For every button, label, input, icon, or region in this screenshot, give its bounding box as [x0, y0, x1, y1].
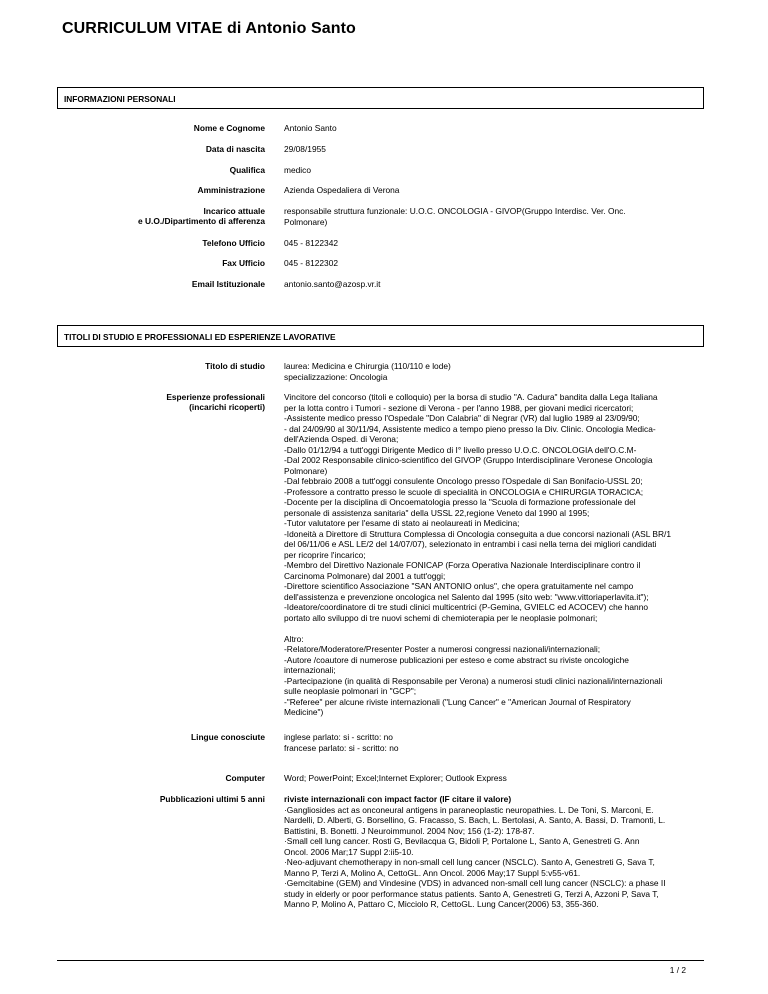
text-line: per ricoprire l'incarico;: [284, 549, 366, 560]
field-label: Computer: [225, 773, 265, 783]
text-line: -Dal febbraio 2008 a tutt'oggi consulente Oncologo presso l'Ospedale di San Bonifacio-USSL 20;: [284, 476, 643, 486]
text-line: ·Gangliosides act as onconeural antigens in paraneoplastic neuropathies. L. De Toni, S. Marconi, E.: [284, 804, 654, 815]
field-label: Nome e Cognome: [193, 123, 265, 133]
text-line: del 06/11/06 e ASL LE/2 del 14/07/07), selezionato in entrambi i casi nella terna dei migliori candidati: [284, 539, 657, 549]
field-value: Azienda Ospedaliera di Verona: [284, 185, 400, 195]
text-line: -Professore a contratto presso le scuole di specialità in ONCOLOGIA e CHIRURGIA TORACICA;: [284, 486, 644, 497]
section-header-personal: INFORMAZIONI PERSONALI: [57, 87, 704, 109]
field-label: Titolo di studio: [205, 361, 265, 371]
text-line: ·Small cell lung cancer. Rosti G, Bevilacqua G, Bidoli P, Portalone L, Santo A, Genestreti G. Ann: [284, 836, 640, 846]
experience-text: [284, 392, 702, 718]
text-line: Medicine"): [284, 707, 324, 717]
field-label: Email Istituzionale: [191, 279, 265, 289]
text-line: portato allo sviluppo di tre nuovi schemi di chemioterapia per le neoplasie polmonari;: [284, 612, 598, 623]
field-label: Amministrazione: [197, 185, 265, 195]
text-line: Oncol. 2006 Mar;17 Suppl 2:ii5-10.: [284, 846, 414, 857]
text-line: Polmonare): [284, 465, 328, 476]
field-value: Word; PowerPoint; Excel;Internet Explorer; Outlook Express: [284, 773, 507, 783]
field-label: Qualifica: [229, 165, 265, 175]
field-label: Esperienze professionali (incarichi ricoperti): [166, 392, 265, 413]
page-title: CURRICULUM VITAE di Antonio Santo: [62, 20, 356, 37]
text-line: Altro:: [284, 633, 304, 644]
field-value: 045 - 8122302: [284, 258, 339, 268]
text-line: -Assistente medico presso l'Ospedale "Don Calabria" di Negrar (VR) dal luglio 1989 al 23/09/90;: [284, 413, 640, 423]
text-line: sulle neoplasie polmonari in "GCP";: [284, 686, 417, 696]
text-line: -Idoneità a Direttore di Struttura Complessa di Oncologia conseguita a due concorsi nazionali (ASL BR/1: [284, 528, 672, 539]
field-value: inglese parlato: si - scritto: no francese parlato: si - scritto: no: [284, 732, 399, 753]
text-line: study in elderly or poor performance status patients. Santo A, Genestreti G, Terzi A, Azzoni P, Sava T,: [284, 888, 659, 899]
publications-text: [284, 794, 702, 910]
field-label: Telefono Ufficio: [202, 238, 265, 248]
field-value: laurea: Medicina e Chirurgia (110/110 e lode) specializzazione: Oncologia: [284, 361, 451, 382]
text-line: -Docente per la disciplina di Oncoematologia presso la "Scuola di formazione professionale del: [284, 497, 636, 507]
field-value: 045 - 8122342: [284, 238, 339, 248]
text-line: Manno P, Terzi A, Molino A, CettoGL. Ann Oncol. 2006 May;17 Suppl 5:v55-v61.: [284, 867, 581, 878]
field-label: Data di nascita: [205, 144, 265, 154]
text-line: dell'assistenza e prevenzione oncologica nel Salento dal 1995 (sito web: "www.vittoriaperlavita.it");: [284, 591, 649, 602]
text-line: Carcinoma Polmonare) dal 2001 a tutt'oggi;: [284, 570, 446, 581]
text-line: dell'Azienda Osped. di Verona;: [284, 434, 399, 444]
text-line: -Direttore scientifico Associazione "SAN ANTONIO onlus", che opera gratuitamente nel campo: [284, 581, 634, 591]
text-line: personale di assistenza sanitaria" della USSL 22,regione Veneto dal 1990 al 1995;: [284, 507, 590, 518]
text-line: ·Neo-adjuvant chemotherapy in non-small cell lung cancer (NSCLC). Santo A, Genestreti G, Sava T,: [284, 857, 655, 867]
text-line: per la lotta contro i Tumori - sezione di Verona - per l'anno 1988, per giovani medici ricercatori;: [284, 402, 634, 413]
field-label: Lingue conosciute: [191, 732, 265, 742]
field-label: Incarico attuale e U.O./Dipartimento di afferenza: [137, 206, 265, 227]
field-label: Pubblicazioni ultimi 5 anni: [159, 794, 265, 804]
field-label: Fax Ufficio: [222, 258, 265, 268]
field-value: medico: [284, 165, 311, 175]
section-header-studies: TITOLI DI STUDIO E PROFESSIONALI ED ESPERIENZE LAVORATIVE: [57, 325, 704, 347]
publications-heading: riviste internazionali con impact factor (IF citare il valore): [284, 794, 512, 804]
text-line: -Partecipazione (in qualità di Responsabile per Verona) a numerosi studi clinici nazionali/internazionali: [284, 675, 663, 686]
text-line: -Membro del Direttivo Nazionale FONICAP (Forza Operativa Nazionale Interdisciplinare contro il: [284, 560, 641, 570]
text-line: -Ideatore/coordinatore di tre studi clinici multicentrici (P-Gemina, GVIELC ed ACOCEV) che hanno: [284, 602, 649, 612]
text-line: -"Referee" per alcune riviste internazionali ("Lung Cancer" e "American Journal of Respiratory: [284, 696, 631, 707]
text-line: ·Gemcitabine (GEM) and Vindesine (VDS) in advanced non-small cell lung cancer (NSCLC): a phase II: [284, 878, 666, 888]
field-value: 29/08/1955: [284, 144, 326, 154]
text-line: -Dallo 01/12/94 a tutt'oggi Dirigente Medico di I° livello presso U.O.C. ONCOLOGIA dell'O.C.M-: [284, 444, 637, 455]
field-value: Antonio Santo: [284, 123, 337, 133]
text-line: internazionali;: [284, 665, 336, 675]
text-line: Battistini, B. Bonetti. J Neuroimmunol. 2004 Nov; 156 (1-2): 178-87.: [284, 825, 535, 836]
field-value: responsabile struttura funzionale: U.O.C. ONCOLOGIA - GIVOP(Gruppo Interdisc. Ver. Onc. Polmonare): [284, 206, 626, 227]
text-line: Manno P, Molino A, Pattaro C, Micciolo R, CettoGL. Lung Cancer(2006) 53, 355-360.: [284, 899, 599, 909]
text-line: - dal 24/09/90 al 30/11/94, Assistente medico a tempo pieno presso la Div. Clinic. Oncologia Medica-: [284, 423, 656, 434]
text-line: [284, 623, 702, 634]
text-line: -Autore /coautore di numerose publicazioni per esteso e come abstract su riviste oncologiche: [284, 654, 629, 665]
text-line: -Dal 2002 Responsabile clinico-scientifico del GIVOP (Gruppo Interdisciplinare Veronese Oncologia: [284, 455, 653, 465]
field-value: antonio.santo@azosp.vr.it: [284, 279, 381, 289]
text-line: -Tutor valutatore per l'esame di stato ai neolaureati in Medicina;: [284, 518, 520, 528]
page-number: 1 / 2: [669, 965, 686, 975]
text-line: Nardelli, D. Alberti, G. Borsellino, G. Fracasso, S. Bach, L. Bertolasi, A. Santo, A. Bassi, D. Tramonti, L.: [284, 815, 666, 825]
text-line: Vincitore del concorso (titoli e colloquio) per la borsa di studio "A. Cadura" bandita dalla Lega Italiana: [284, 392, 658, 402]
publications-list: [284, 805, 702, 910]
footer-divider: [57, 960, 704, 961]
text-line: -Relatore/Moderatore/Presenter Poster a numerosi congressi nazionali/internazionali;: [284, 644, 601, 654]
